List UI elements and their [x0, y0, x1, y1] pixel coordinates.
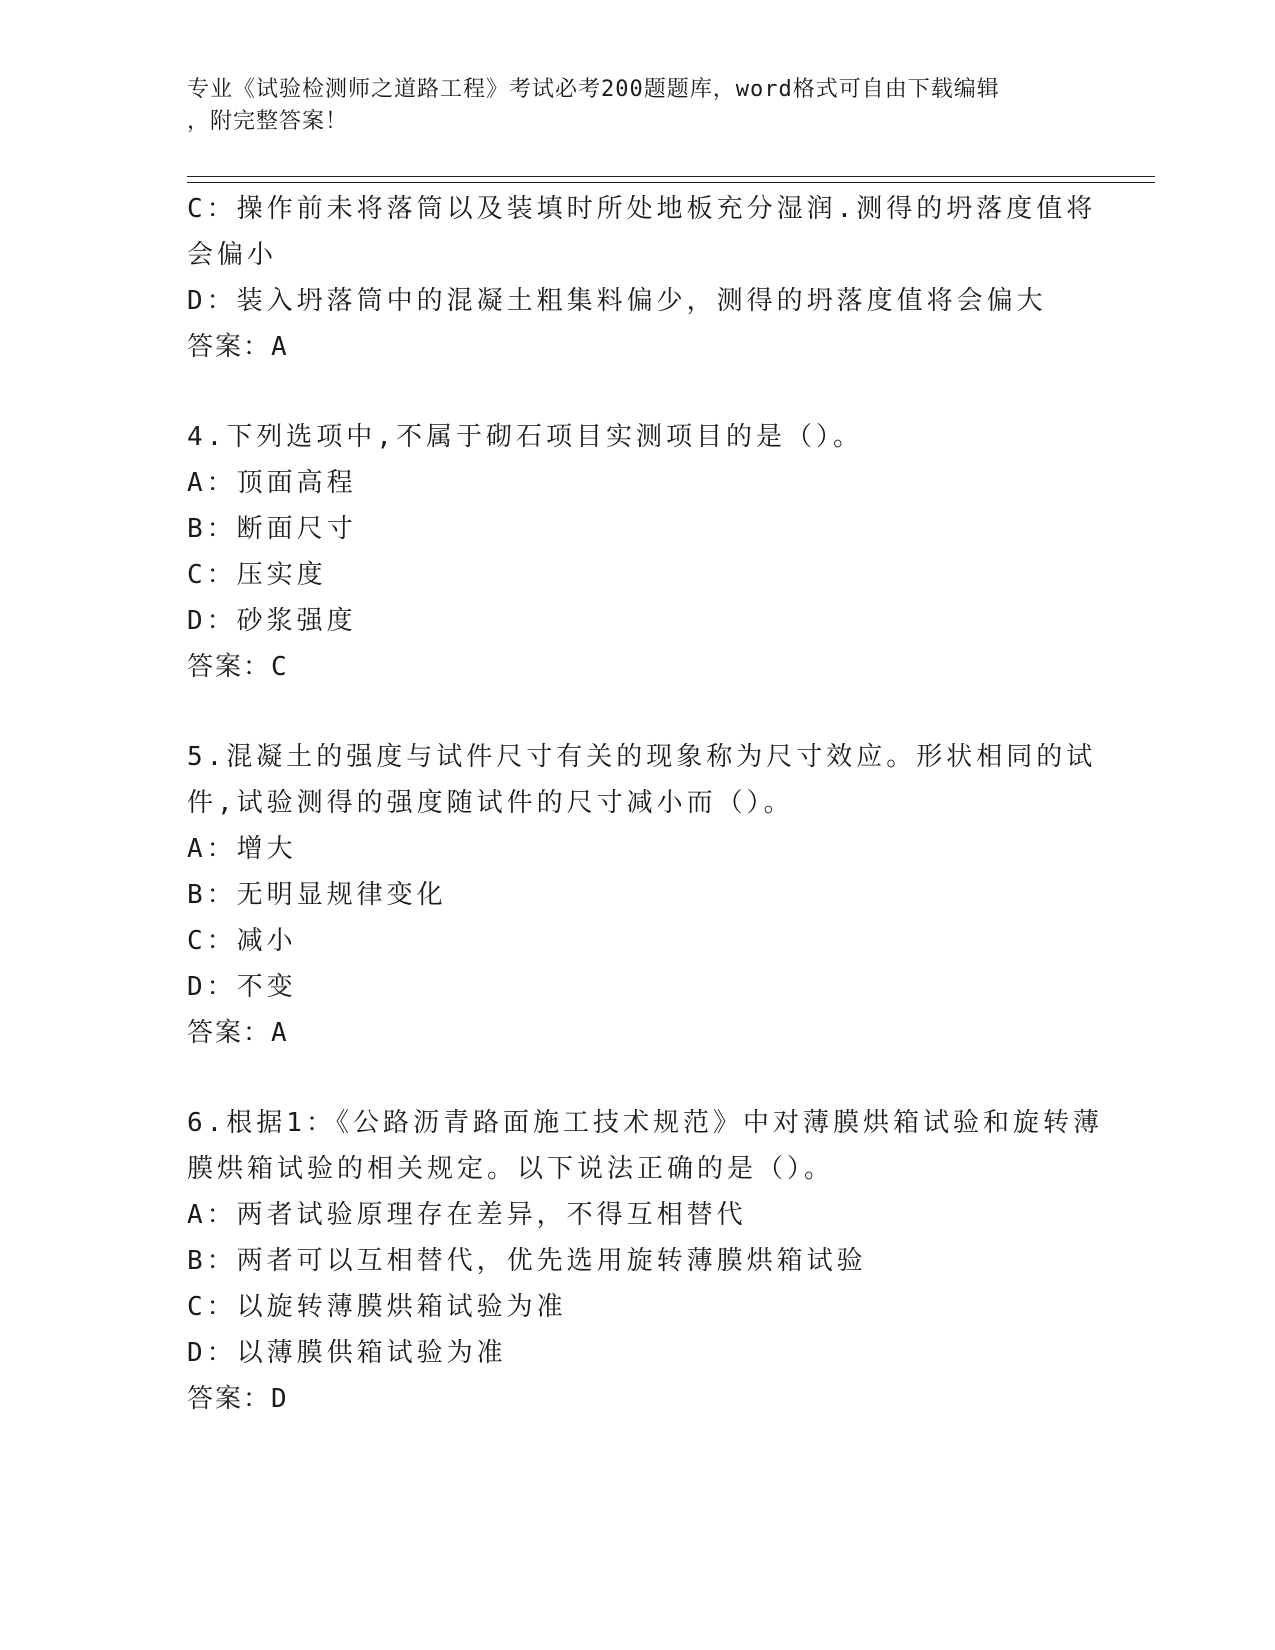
- q4-question: 4.下列选项中,不属于砌石项目实测项目的是（）。: [187, 422, 863, 452]
- q5-option-d: D：不变: [187, 972, 297, 1002]
- question-list: [187, 186, 1103, 1422]
- spacer: [187, 1056, 1087, 1100]
- q6-option-c: C：以旋转薄膜烘箱试验为准: [187, 1292, 567, 1322]
- q5-question-line1: 5.混凝土的强度与试件尺寸有关的现象称为尺寸效应。形状相同的试: [187, 742, 1097, 772]
- q6-question-line2: 膜烘箱试验的相关规定。以下说法正确的是（）。: [187, 1154, 835, 1184]
- spacer: [187, 690, 1087, 734]
- question-3: [187, 186, 1097, 370]
- q4-option-d: D：砂浆强度: [187, 606, 357, 636]
- question-5: [187, 734, 1097, 1056]
- q3-option-c-line1: C：操作前未将落筒以及装填时所处地板充分湿润.测得的坍落度值将: [187, 194, 1097, 224]
- question-6: [187, 1100, 1103, 1422]
- q4-option-c: C：压实度: [187, 560, 327, 590]
- q4-option-b: B：断面尺寸: [187, 514, 357, 544]
- q5-answer: 答案：A: [187, 1018, 289, 1048]
- q5-option-b: B：无明显规律变化: [187, 880, 447, 910]
- q3-answer: 答案：A: [187, 332, 289, 362]
- q4-answer: 答案：C: [187, 652, 289, 682]
- q6-option-d: D：以薄膜供箱试验为准: [187, 1338, 507, 1368]
- q3-option-c-line2: 会偏小: [187, 240, 278, 270]
- header-title-line1: 专业《试验检测师之道路工程》考试必考200题题库，word格式可自由下载编辑: [187, 77, 1000, 102]
- q4-option-a: A：顶面高程: [187, 468, 357, 498]
- q5-question-line2: 件,试验测得的强度随试件的尺寸减小而（）。: [187, 788, 794, 818]
- q6-question-line1: 6.根据1：《公路沥青路面施工技术规范》中对薄膜烘箱试验和旋转薄: [187, 1108, 1103, 1138]
- header-title-line2: ，附完整答案！: [187, 109, 349, 134]
- q6-option-a: A：两者试验原理存在差异，不得互相替代: [187, 1200, 747, 1230]
- q5-option-c: C：减小: [187, 926, 297, 956]
- question-4: [187, 414, 1087, 690]
- header-divider-top: [187, 176, 1155, 177]
- document-header: [187, 74, 1067, 138]
- q6-option-b: B：两者可以互相替代，优先选用旋转薄膜烘箱试验: [187, 1246, 867, 1276]
- header-divider-bottom: [187, 182, 1155, 183]
- q6-answer: 答案：D: [187, 1384, 289, 1414]
- q5-option-a: A：增大: [187, 834, 297, 864]
- spacer: [187, 370, 1087, 414]
- q3-option-d: D：装入坍落筒中的混凝土粗集料偏少，测得的坍落度值将会偏大: [187, 286, 1047, 316]
